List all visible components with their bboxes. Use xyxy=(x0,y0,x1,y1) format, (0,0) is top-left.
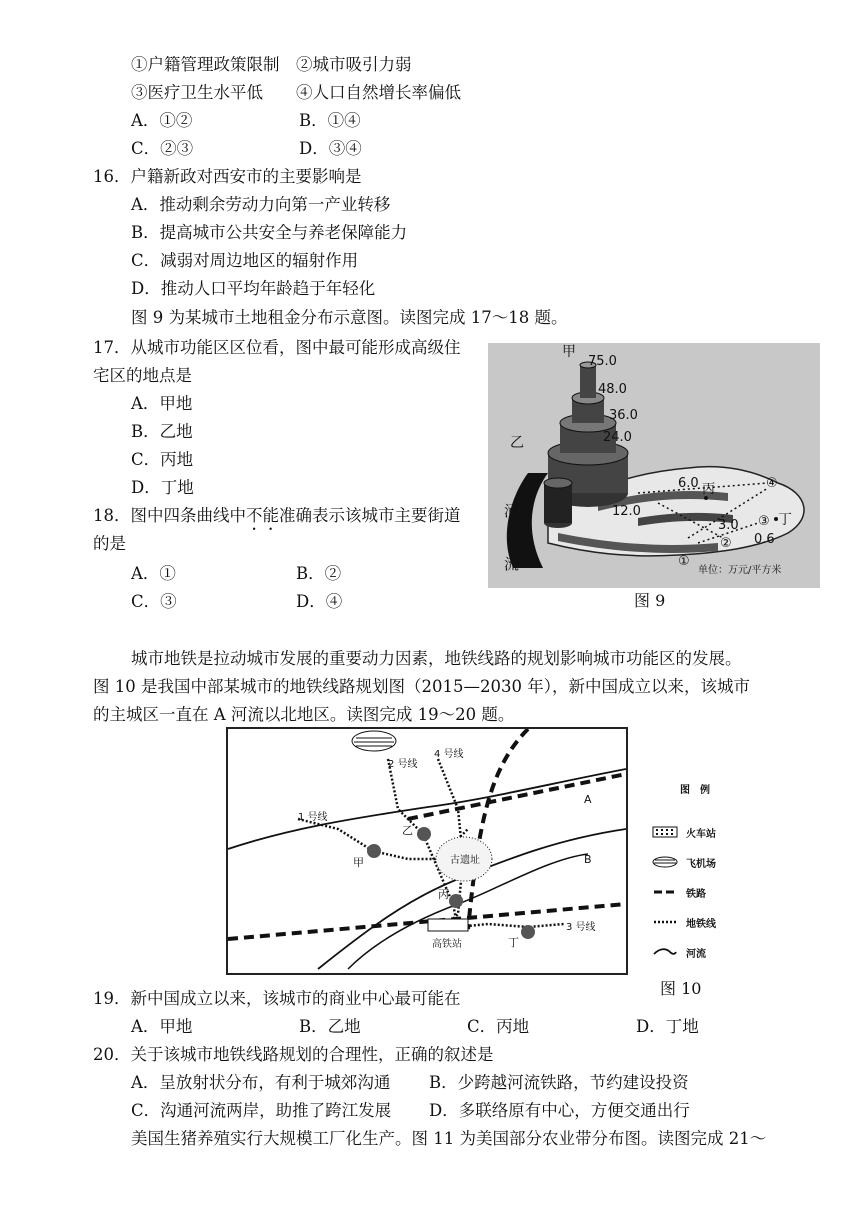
fig9-label-ding: 丁 xyxy=(778,512,792,528)
q17-stem-line1: 17．从城市功能区区位看，图中最可能形成高级住 xyxy=(93,338,461,357)
fig10-label-jia: 甲 xyxy=(353,856,364,869)
fig9-caption: 图 9 xyxy=(634,591,666,610)
fig9-label-jia: 甲 xyxy=(562,344,576,360)
fig10-label-ding: 丁 xyxy=(508,936,519,949)
fig9-label-liu: 流 xyxy=(504,555,520,573)
q18-choice-a: A．① xyxy=(131,564,176,583)
fig9-label-bing: 丙 xyxy=(702,482,716,497)
q20-choice-b: B．少跨越河流铁路，节约建设投资 xyxy=(429,1073,689,1092)
fig9-label-he: 河 xyxy=(504,502,520,520)
q20-stem: 20．关于该城市地铁线路规划的合理性，正确的叙述是 xyxy=(93,1045,494,1064)
fig9-value-3: 3.0 xyxy=(718,518,739,533)
legend-metro: 地铁线 xyxy=(686,918,716,930)
fig9-label-yi: 乙 xyxy=(510,435,524,451)
fig10-line2-label: 2 号线 xyxy=(388,759,418,770)
q19-choice-a: A．甲地 xyxy=(131,1017,193,1036)
fig9-circle-1: ① xyxy=(678,554,690,569)
fig10-caption: 图 10 xyxy=(660,979,702,998)
q19-stem: 19．新中国成立以来，该城市的商业中心最可能在 xyxy=(93,989,461,1008)
q18-choice-c: C．③ xyxy=(131,592,177,611)
fig10-label-bing: 丙 xyxy=(438,888,449,901)
q15-choice-d: D．③④ xyxy=(299,139,362,158)
river-icon xyxy=(652,946,678,958)
fig9-circle-3: ③ xyxy=(758,514,770,529)
q20-choice-d: D．多联络原有中心，方便交通出行 xyxy=(429,1101,690,1120)
q17-choice-a: A．甲地 xyxy=(131,394,193,413)
q15-option-line1: ①户籍管理政策限制 ②城市吸引力弱 xyxy=(131,55,412,74)
metro-line-icon xyxy=(652,916,678,928)
q18-emphasis: 不能 xyxy=(246,506,279,525)
fig9-value-6: 6.0 xyxy=(678,476,699,491)
legend-train: 火车站 xyxy=(686,828,716,840)
q18-stem-line2: 的是 xyxy=(93,534,126,553)
fig10-intro-line3: 的主城区一直在 A 河流以北地区。读图完成 19～20 题。 xyxy=(93,705,515,724)
fig10-label-station: 高铁站 xyxy=(432,939,462,950)
figure-9-land-rent xyxy=(488,343,820,588)
q16-stem: 16．户籍新政对西安市的主要影响是 xyxy=(93,167,362,186)
legend-railway: 铁路 xyxy=(686,888,706,900)
fig11-intro: 美国生猪养殖实行大规模工厂化生产。图 11 为美国部分农业带分布图。读图完成 21～ xyxy=(131,1129,767,1148)
fig10-intro-line1: 城市地铁是拉动城市发展的重要动力因素，地铁线路的规划影响城市功能区的发展。 xyxy=(131,649,742,668)
q17-choice-c: C．丙地 xyxy=(131,450,194,469)
fig9-value-75: 75.0 xyxy=(588,354,617,369)
fig9-value-36: 36.0 xyxy=(609,408,638,423)
fig10-legend xyxy=(652,780,742,980)
q15-option-line2: ③医疗卫生水平低 ④人口自然增长率偏低 xyxy=(131,83,461,102)
fig10-line1-label: 1 号线 xyxy=(298,812,328,823)
fig10-label-yi: 乙 xyxy=(402,824,413,837)
q19-choice-d: D．丁地 xyxy=(636,1017,699,1036)
q19-choice-c: C．丙地 xyxy=(467,1017,530,1036)
fig9-value-12: 12.0 xyxy=(612,504,641,519)
q16-choice-b: B．提高城市公共安全与养老保障能力 xyxy=(131,223,408,242)
q17-stem-line2: 宅区的地点是 xyxy=(93,366,192,385)
fig10-river-b: B xyxy=(584,853,592,866)
q18-choice-b: B．② xyxy=(296,564,342,583)
q18-stem-line1: 18．图中四条曲线中不能准确表示该城市主要街道 xyxy=(93,506,461,525)
q20-choice-c: C．沟通河流两岸，助推了跨江发展 xyxy=(131,1101,392,1120)
fig9-value-0-6: 0.6 xyxy=(754,532,775,547)
q16-choice-c: C．减弱对周边地区的辐射作用 xyxy=(131,251,359,270)
q17-choice-b: B．乙地 xyxy=(131,422,193,441)
figure-10-metro-map xyxy=(226,727,628,975)
fig9-circle-4: ④ xyxy=(766,476,778,491)
fig10-label-ruins: 古遗址 xyxy=(450,855,480,866)
q15-choice-b: B．①④ xyxy=(299,111,361,130)
q16-choice-d: D．推动人口平均年龄趋于年轻化 xyxy=(131,279,376,298)
legend-title: 图 例 xyxy=(680,784,710,796)
fig10-intro-line2: 图 10 是我国中部某城市的地铁线路规划图（2015—2030 年），新中国成立以来，该城市 xyxy=(93,677,750,696)
fig9-value-48: 48.0 xyxy=(598,382,627,397)
fig9-unit: 单位：万元/平方米 xyxy=(698,565,782,576)
q15-choice-c: C．②③ xyxy=(131,139,194,158)
fig9-circle-2: ② xyxy=(720,536,732,551)
fig9-value-24: 24.0 xyxy=(603,430,632,445)
q17-choice-d: D．丁地 xyxy=(131,478,194,497)
q16-choice-a: A．推动剩余劳动力向第一产业转移 xyxy=(131,195,391,214)
fig9-intro: 图 9 为某城市土地租金分布示意图。读图完成 17～18 题。 xyxy=(131,308,568,327)
figure-9-drawing xyxy=(488,343,820,588)
fig10-line4-label: 4 号线 xyxy=(434,749,464,760)
q20-choice-a: A．呈放射状分布，有利于城郊沟通 xyxy=(131,1073,391,1092)
legend-airport: 飞机场 xyxy=(686,858,716,870)
railway-icon xyxy=(652,886,678,898)
airport-icon xyxy=(652,856,678,868)
fig10-line3-label: 3 号线 xyxy=(566,922,596,933)
q18-choice-d: D．④ xyxy=(296,592,343,611)
train-station-icon xyxy=(652,826,678,838)
q19-choice-b: B．乙地 xyxy=(299,1017,361,1036)
q15-choice-a: A．①② xyxy=(131,111,193,130)
fig10-river-a: A xyxy=(584,793,592,806)
legend-river: 河流 xyxy=(686,948,706,960)
